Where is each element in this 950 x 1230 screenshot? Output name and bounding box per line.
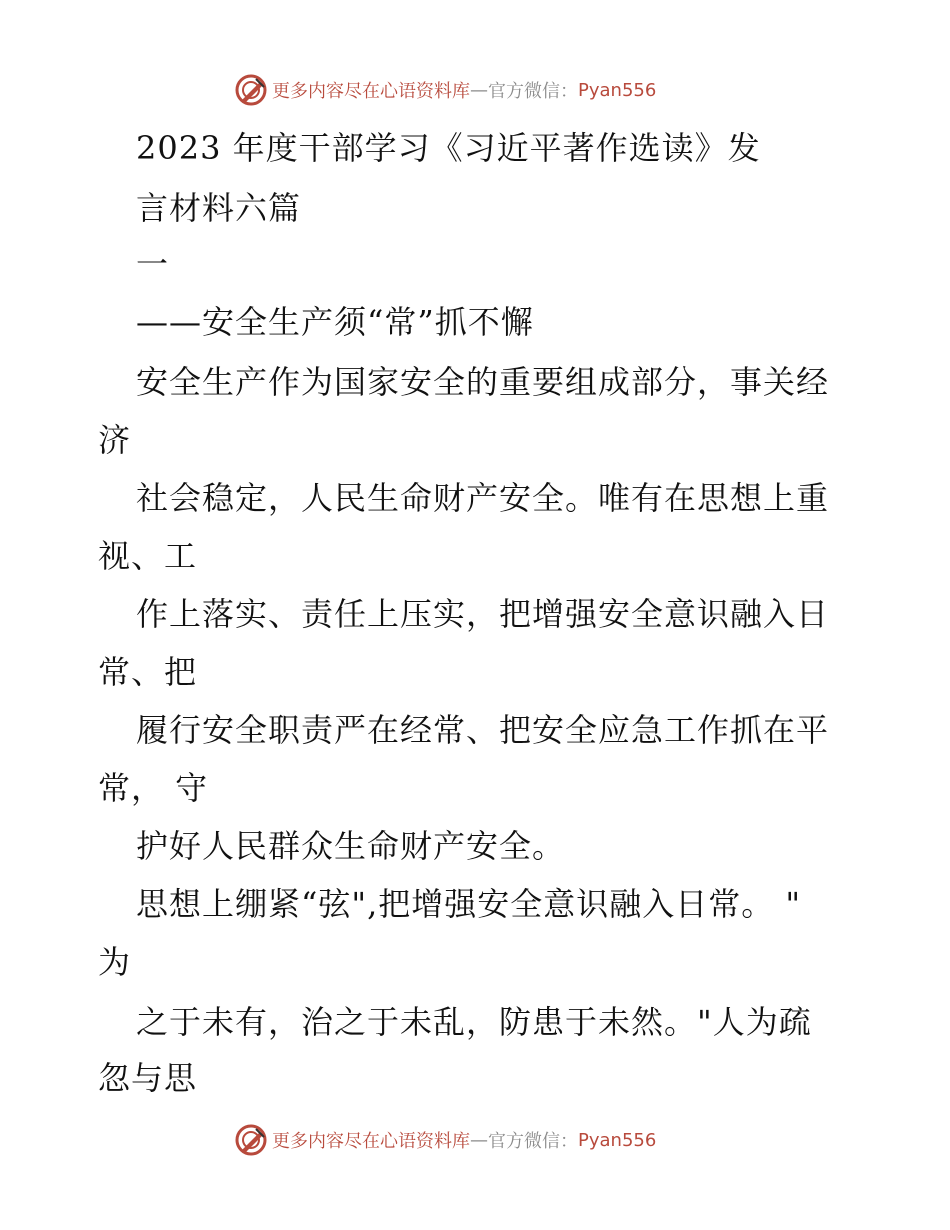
body-line: 安全生产作为国家安全的重要组成部分，事关经 bbox=[136, 363, 830, 401]
watermark-wechat-label: 官方微信： bbox=[488, 81, 578, 102]
body-line: 视、工 bbox=[98, 537, 198, 575]
body-line: 之于未有，治之于未乱，防患于未然。"人为疏 bbox=[136, 1003, 812, 1041]
watermark-account: Pyan556 bbox=[578, 1129, 657, 1151]
document-title-line-2: 言材料六篇 bbox=[136, 189, 302, 227]
body-line: 忽与思 bbox=[98, 1059, 198, 1097]
body-line: 履行安全职责严在经常、把安全应急工作抓在平 bbox=[136, 711, 830, 749]
header-watermark bbox=[234, 72, 656, 108]
body-line: 思想上绷紧“弦",把增强安全意识融入日常。 " bbox=[136, 885, 802, 923]
section-heading: ——安全生产须“常”抓不懈 bbox=[136, 303, 534, 341]
pen-logo-icon bbox=[234, 73, 268, 107]
body-line: 为 bbox=[98, 943, 132, 981]
body-line: 护好人民群众生命财产安全。 bbox=[136, 827, 566, 865]
watermark-text: 更多内容尽在心语资料库 bbox=[272, 1131, 470, 1152]
body-line: 常、把 bbox=[98, 653, 198, 691]
body-line: 社会稳定，人民生命财产安全。唯有在思想上重 bbox=[136, 479, 830, 517]
watermark-dash: — bbox=[470, 1129, 488, 1151]
body-line: 作上落实、责任上压实，把增强安全意识融入日 bbox=[136, 595, 830, 633]
document-title-line-1: 2023 年度干部学习《习近平著作选读》发 bbox=[136, 129, 761, 167]
watermark-wechat-label: 官方微信： bbox=[488, 1131, 578, 1152]
body-line: 济 bbox=[98, 421, 132, 459]
body-line: 常， 守 bbox=[98, 769, 209, 807]
watermark-text: 更多内容尽在心语资料库 bbox=[272, 81, 470, 102]
section-number: 一 bbox=[136, 245, 170, 283]
watermark-account: Pyan556 bbox=[578, 79, 657, 101]
footer-watermark bbox=[234, 1122, 656, 1158]
pen-logo-icon bbox=[234, 1123, 268, 1157]
watermark-dash: — bbox=[470, 79, 488, 101]
